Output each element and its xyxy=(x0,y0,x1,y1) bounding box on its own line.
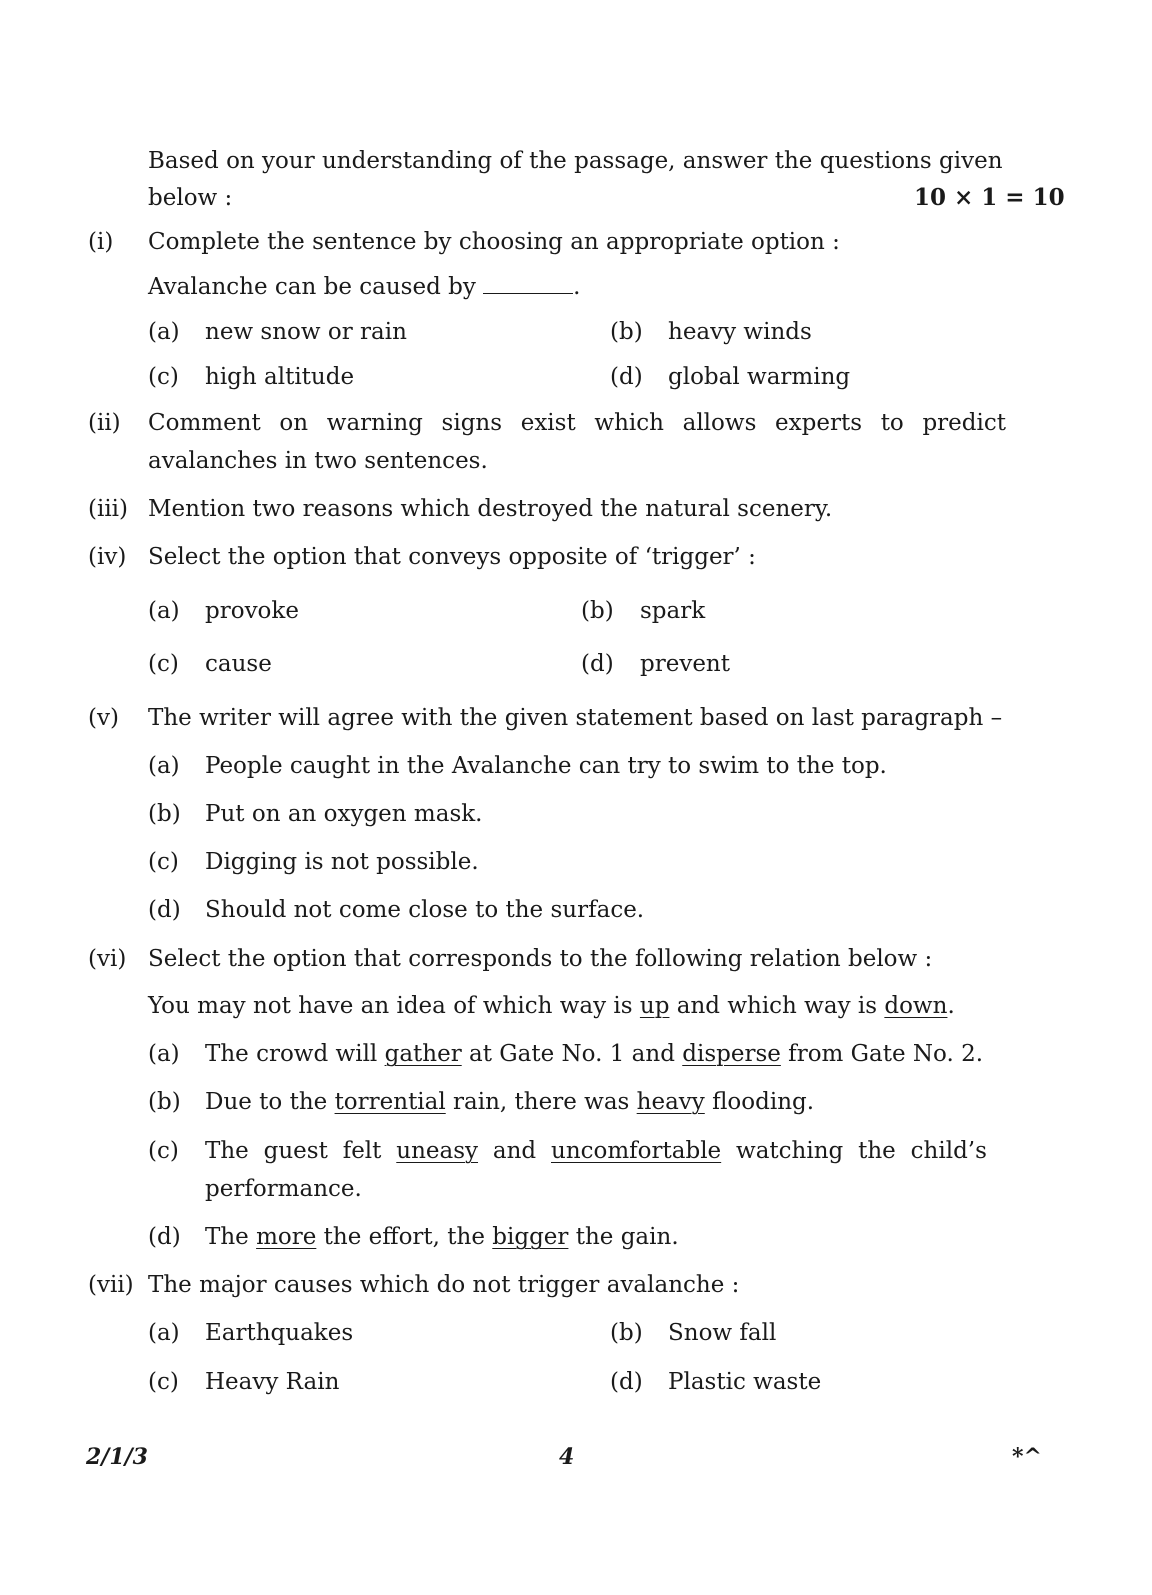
q4-option-a-label: (a) xyxy=(148,598,180,624)
q6-d-u1: more xyxy=(256,1224,317,1250)
q7-option-c-label: (c) xyxy=(148,1369,179,1395)
q1-number: (i) xyxy=(88,229,114,255)
q6-option-d-text xyxy=(205,1222,679,1252)
q3-number: (iii) xyxy=(88,496,129,522)
q1-option-b-text: heavy winds xyxy=(668,319,812,345)
q6-stem xyxy=(148,991,955,1021)
q6-b-u1: torrential xyxy=(334,1089,446,1115)
page-number: 4 xyxy=(559,1444,575,1470)
q7-text: The major causes which do not trigger avalanche : xyxy=(148,1272,740,1298)
q4-option-c-label: (c) xyxy=(148,651,179,677)
q6-option-c-line-1 xyxy=(205,1136,987,1166)
q6-a-u1: gather xyxy=(384,1041,462,1067)
q1-option-b-label: (b) xyxy=(610,319,643,345)
q6-a-p2: at Gate No. 1 and xyxy=(461,1041,683,1067)
q6-c-word: watching xyxy=(736,1138,844,1164)
q1-option-c-text: high altitude xyxy=(205,364,355,390)
q6-option-b-text xyxy=(205,1087,814,1117)
q6-c-word: and xyxy=(492,1138,537,1164)
q5-option-a-text: People caught in the Avalanche can try to swim to the top. xyxy=(205,753,887,779)
corner-mark: *^ xyxy=(1012,1444,1042,1470)
q6-number: (vi) xyxy=(88,946,127,972)
intro-line-2: below : xyxy=(148,185,233,211)
q5-option-d-label: (d) xyxy=(148,897,181,923)
q6-d-p3: the gain. xyxy=(568,1224,679,1250)
q4-option-c-text: cause xyxy=(205,651,272,677)
q6-c-word: The xyxy=(205,1138,249,1164)
answer-blank xyxy=(483,273,573,294)
q5-text: The writer will agree with the given statement based on last paragraph – xyxy=(148,705,1003,731)
q5-number: (v) xyxy=(88,705,119,731)
q6-option-c-line-2: performance. xyxy=(205,1176,362,1202)
q5-option-b-text: Put on an oxygen mask. xyxy=(205,801,483,827)
q1-stem xyxy=(148,272,580,302)
paper-code: 2/1/3 xyxy=(86,1444,148,1470)
q6-stem-p1: You may not have an idea of which way is xyxy=(148,993,640,1019)
q7-option-a-label: (a) xyxy=(148,1320,180,1346)
q4-option-d-label: (d) xyxy=(581,651,614,677)
q5-option-a-label: (a) xyxy=(148,753,180,779)
q4-option-b-label: (b) xyxy=(581,598,614,624)
q1-stem-end: . xyxy=(573,274,581,300)
q6-option-b-label: (b) xyxy=(148,1089,181,1115)
q1-option-c-label: (c) xyxy=(148,364,179,390)
q6-a-p1: The crowd will xyxy=(205,1041,385,1067)
q5-option-c-text: Digging is not possible. xyxy=(205,849,479,875)
q4-number: (iv) xyxy=(88,544,127,570)
q2-line-2: avalanches in two sentences. xyxy=(148,448,488,474)
q7-option-b-text: Snow fall xyxy=(668,1320,777,1346)
q4-text: Select the option that conveys opposite of ‘trigger’ : xyxy=(148,544,756,570)
q1-text: Complete the sentence by choosing an appropriate option : xyxy=(148,229,840,255)
q6-stem-u1: up xyxy=(639,993,670,1019)
q6-c-word: the xyxy=(858,1138,896,1164)
q6-d-p1: The xyxy=(205,1224,257,1250)
q1-option-a-text: new snow or rain xyxy=(205,319,407,345)
q6-d-u2: bigger xyxy=(492,1224,569,1250)
q1-stem-text: Avalanche can be caused by xyxy=(148,274,476,300)
intro-line-1: Based on your understanding of the passage, answer the questions given xyxy=(148,148,1003,174)
q4-option-b-text: spark xyxy=(640,598,706,624)
q6-c-u1: uneasy xyxy=(396,1138,479,1164)
q3-text: Mention two reasons which destroyed the natural scenery. xyxy=(148,496,833,522)
q7-number: (vii) xyxy=(88,1272,134,1298)
q6-stem-p3: . xyxy=(947,993,955,1019)
q6-d-p2: the effort, the xyxy=(316,1224,493,1250)
q6-option-c-label: (c) xyxy=(148,1138,179,1164)
q7-option-d-label: (d) xyxy=(610,1369,643,1395)
marks-label: 10 × 1 = 10 xyxy=(914,184,1065,211)
q4-option-a-text: provoke xyxy=(205,598,299,624)
q6-b-p3: flooding. xyxy=(704,1089,815,1115)
q6-c-u2: uncomfortable xyxy=(551,1138,722,1164)
q6-c-word: child’s xyxy=(910,1138,987,1164)
q7-option-b-label: (b) xyxy=(610,1320,643,1346)
q5-option-b-label: (b) xyxy=(148,801,181,827)
q6-c-word: guest xyxy=(263,1138,328,1164)
q6-a-u2: disperse xyxy=(682,1041,781,1067)
q7-option-c-text: Heavy Rain xyxy=(205,1369,340,1395)
q6-text: Select the option that corresponds to the following relation below : xyxy=(148,946,933,972)
q6-b-u2: heavy xyxy=(636,1089,705,1115)
q6-b-p1: Due to the xyxy=(205,1089,335,1115)
q7-option-d-text: Plastic waste xyxy=(668,1369,822,1395)
q6-c-word: felt xyxy=(342,1138,382,1164)
q6-option-d-label: (d) xyxy=(148,1224,181,1250)
q2-number: (ii) xyxy=(88,410,121,436)
q5-option-c-label: (c) xyxy=(148,849,179,875)
q6-stem-p2: and which way is xyxy=(669,993,885,1019)
q4-option-d-text: prevent xyxy=(640,651,730,677)
q6-stem-u2: down xyxy=(884,993,948,1019)
q5-option-d-text: Should not come close to the surface. xyxy=(205,897,645,923)
q1-option-d-text: global warming xyxy=(668,364,851,390)
q6-option-a-label: (a) xyxy=(148,1041,180,1067)
q7-option-a-text: Earthquakes xyxy=(205,1320,354,1346)
q2-line-1: Comment on warning signs exist which allows experts to predict xyxy=(148,410,1006,436)
q6-a-p3: from Gate No. 2. xyxy=(780,1041,984,1067)
q1-option-d-label: (d) xyxy=(610,364,643,390)
q6-b-p2: rain, there was xyxy=(445,1089,637,1115)
q1-option-a-label: (a) xyxy=(148,319,180,345)
q6-option-a-text xyxy=(205,1039,983,1069)
